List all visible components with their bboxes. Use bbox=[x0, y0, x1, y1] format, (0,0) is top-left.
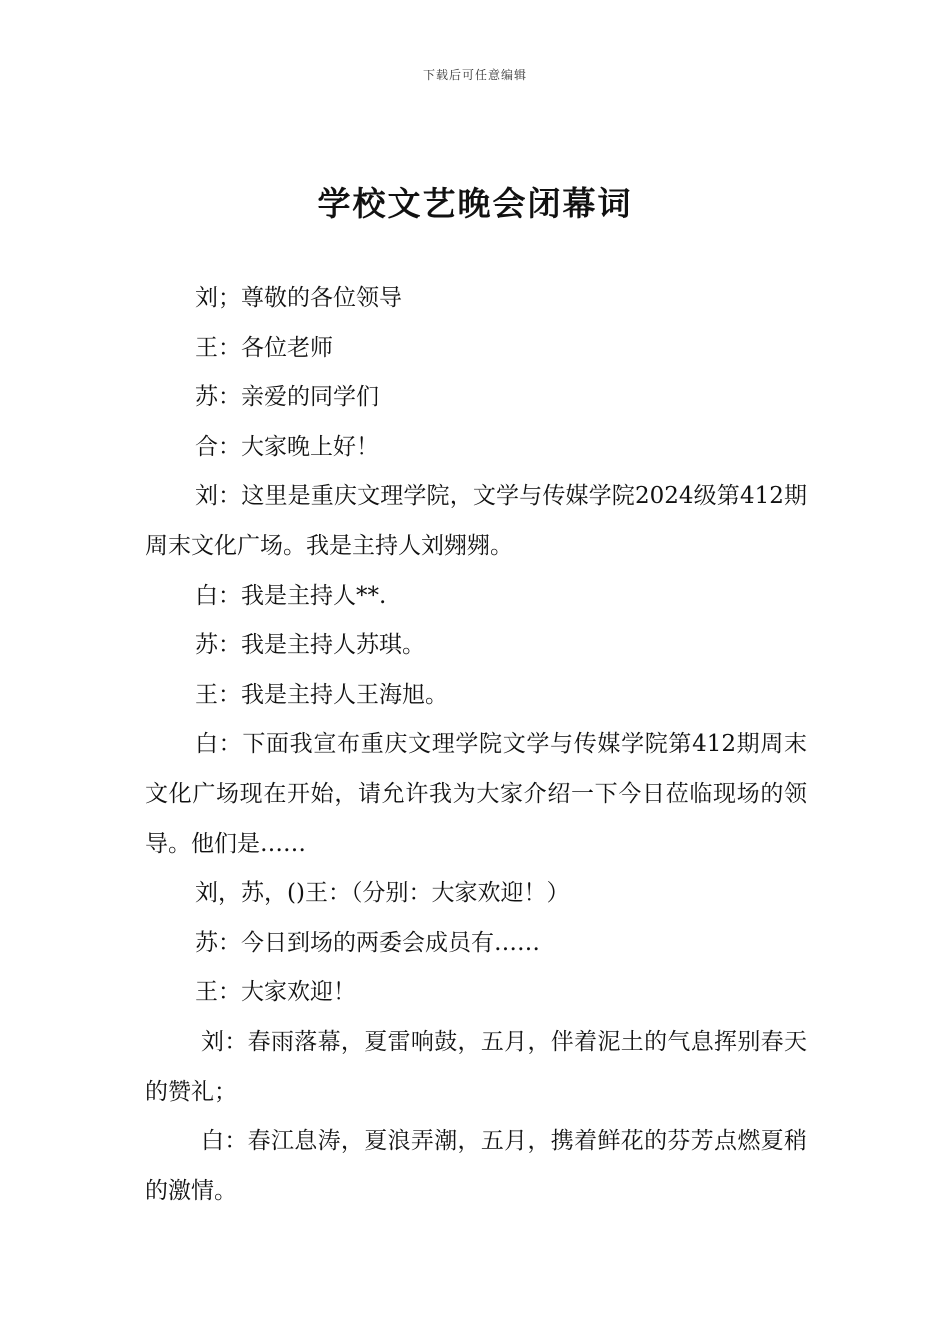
paragraph: 白：下面我宣布重庆文理学院文学与传媒学院第412期周末文化广场现在开始，请允许我为大家介绍一下今日莅临现场的领导。他们是…… bbox=[145, 731, 807, 857]
paragraph: 刘；尊敬的各位领导 bbox=[195, 285, 402, 311]
paragraph: 苏：亲爱的同学们 bbox=[195, 384, 379, 411]
paragraph: 苏：今日到场的两委会成员有…… bbox=[195, 929, 540, 956]
document-body bbox=[145, 274, 807, 1216]
paragraph: 白：我是主持人**. bbox=[195, 582, 387, 609]
paragraph: 王：各位老师 bbox=[195, 334, 333, 361]
paragraph: 刘：这里是重庆文理学院，文学与传媒学院2024级第412期周末文化广场。我是主持人刘翙翙。 bbox=[145, 483, 807, 559]
header-note: 下载后可任意编辑 bbox=[422, 68, 527, 82]
paragraph: 苏：我是主持人苏琪。 bbox=[195, 632, 425, 659]
paragraph: 合：大家晚上好！ bbox=[195, 433, 379, 460]
paragraph: 王：大家欢迎！ bbox=[195, 979, 356, 1006]
paragraph: 刘：春雨落幕，夏雷响鼓，五月，伴着泥土的气息挥别春天的赞礼； bbox=[145, 1028, 807, 1105]
paragraph: 白：春江息涛，夏浪弄潮，五月，携着鲜花的芬芳点燃夏稍的激情。 bbox=[145, 1128, 807, 1204]
document-title: 学校文艺晚会闭幕词 bbox=[317, 184, 633, 223]
paragraph: 王：我是主持人王海旭。 bbox=[195, 681, 448, 708]
paragraph: 刘，苏，()王：（分别：大家欢迎！） bbox=[195, 880, 570, 907]
